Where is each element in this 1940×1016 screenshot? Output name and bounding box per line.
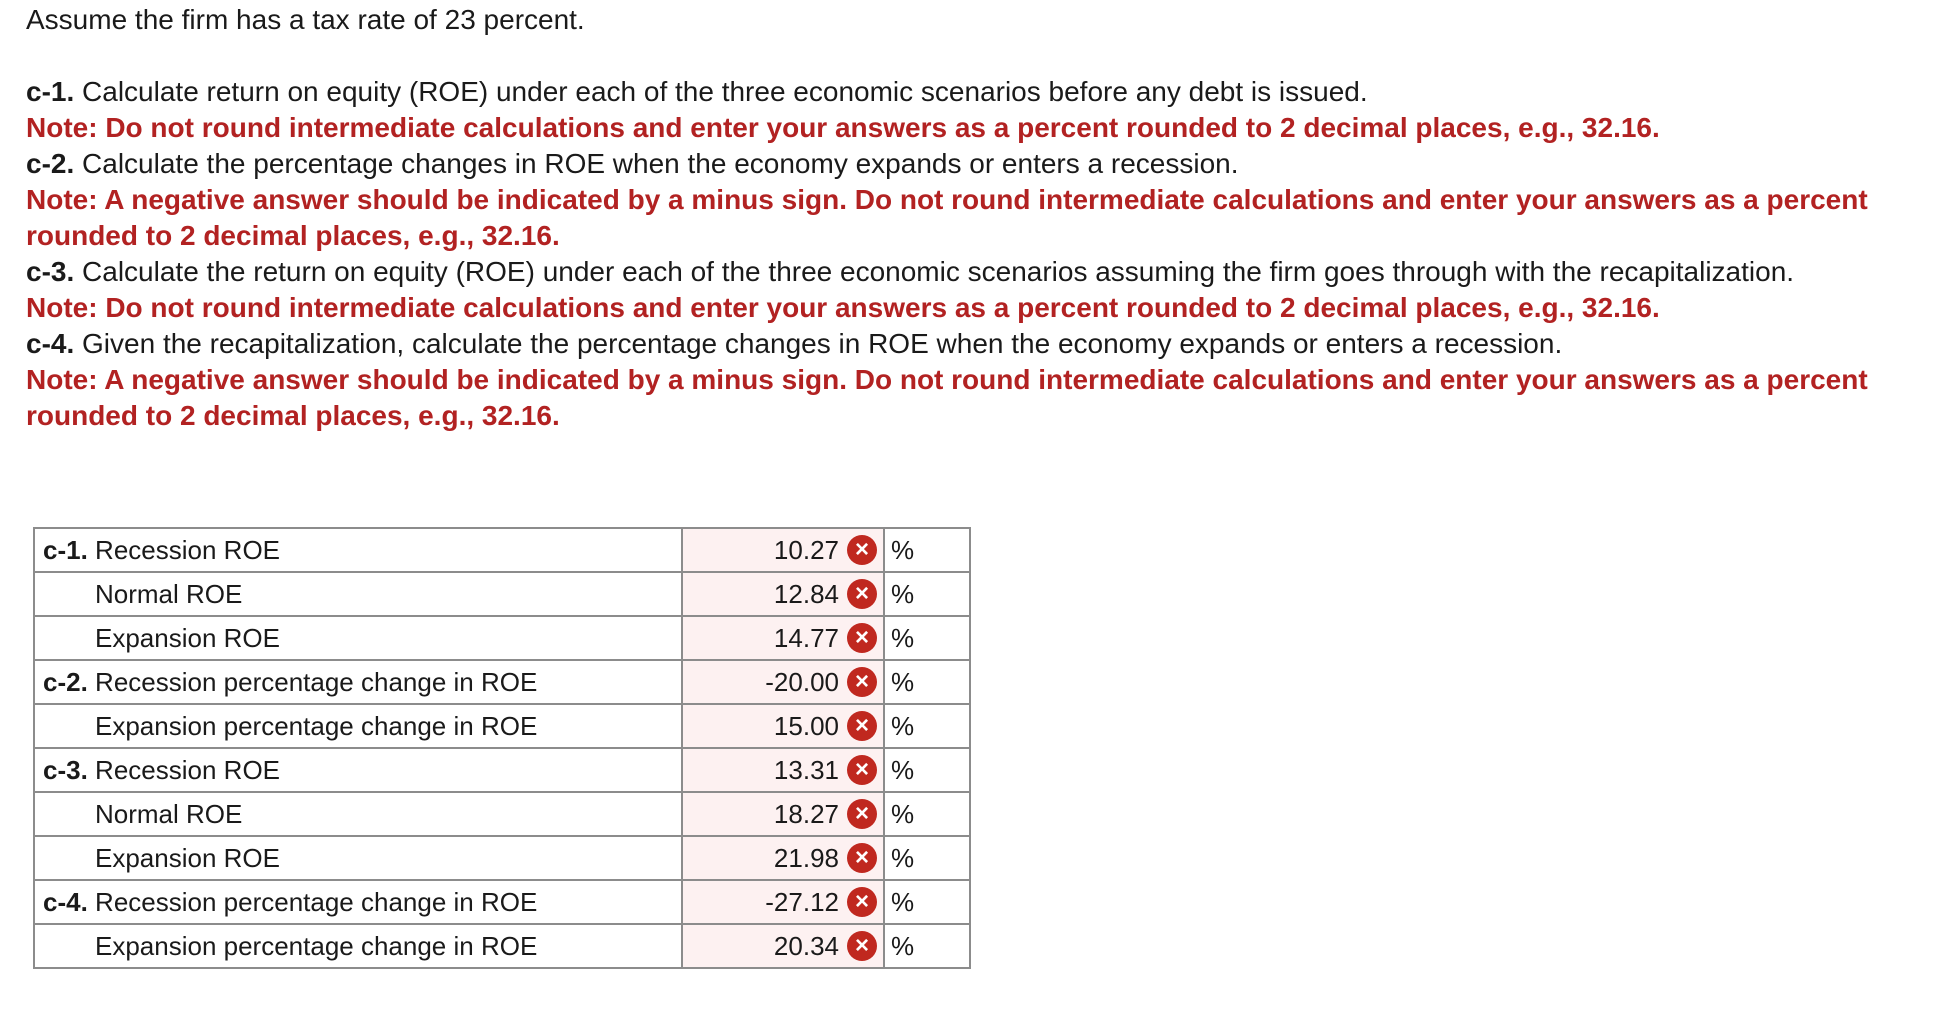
incorrect-x-icon: × — [847, 623, 877, 653]
row-label-text: Recession ROE — [95, 534, 281, 565]
instruction-note: Note: A negative answer should be indicated by a minus sign. Do not round intermediate calculations and enter your answers as a percent rounded to 2 decimal places, e.g., 32.16. — [26, 364, 1868, 431]
answer-value[interactable]: 15.00 — [773, 710, 839, 741]
table-row — [34, 572, 970, 616]
answer-value[interactable]: 21.98 — [773, 842, 839, 873]
unit-label: % — [884, 704, 970, 748]
instruction-tag: c-2. — [26, 148, 75, 179]
instruction-c3 — [26, 254, 1926, 290]
row-label — [34, 660, 682, 704]
incorrect-x-icon: × — [847, 667, 877, 697]
answer-value[interactable]: 10.27 — [773, 534, 839, 565]
answer-value[interactable]: 14.77 — [773, 622, 839, 653]
answer-field[interactable] — [682, 836, 884, 880]
table-row — [34, 792, 970, 836]
incorrect-x-icon: × — [847, 887, 877, 917]
unit-label: % — [884, 616, 970, 660]
answer-field[interactable] — [682, 792, 884, 836]
answer-field[interactable] — [682, 880, 884, 924]
row-label-text: Expansion ROE — [95, 622, 280, 653]
unit-label: % — [884, 924, 970, 968]
table-row — [34, 924, 970, 968]
instruction-note: Note: A negative answer should be indicated by a minus sign. Do not round intermediate calculations and enter your answers as a percent rounded to 2 decimal places, e.g., 32.16. — [26, 184, 1868, 251]
incorrect-x-icon: × — [847, 711, 877, 741]
answer-value[interactable]: 12.84 — [773, 578, 839, 609]
incorrect-x-icon: × — [847, 579, 877, 609]
unit-label: % — [884, 836, 970, 880]
instruction-c4 — [26, 326, 1926, 362]
row-label-text: Recession percentage change in ROE — [95, 666, 538, 697]
answer-field[interactable] — [682, 748, 884, 792]
row-label-text: Recession ROE — [95, 754, 281, 785]
instruction-note: Note: Do not round intermediate calculations and enter your answers as a percent rounded to 2 decimal places, e.g., 32.16. — [26, 112, 1660, 143]
row-label — [34, 528, 682, 572]
table-row — [34, 660, 970, 704]
instruction-tag: c-1. — [26, 76, 75, 107]
row-label-text: Expansion percentage change in ROE — [95, 710, 538, 741]
instruction-tag: c-4. — [26, 328, 75, 359]
row-label — [34, 792, 682, 836]
answer-field[interactable] — [682, 616, 884, 660]
instruction-text: Calculate the return on equity (ROE) under each of the three economic scenarios assuming the firm goes through with the recapitalization. — [74, 256, 1795, 287]
unit-label: % — [884, 572, 970, 616]
incorrect-x-icon: × — [847, 755, 877, 785]
answer-value[interactable]: -27.12 — [765, 886, 839, 917]
row-label — [34, 880, 682, 924]
row-label-text: Expansion ROE — [95, 842, 280, 873]
table-row — [34, 748, 970, 792]
row-label — [34, 616, 682, 660]
incorrect-x-icon: × — [847, 799, 877, 829]
unit-label: % — [884, 748, 970, 792]
table-row — [34, 836, 970, 880]
row-tag: c-2. — [43, 666, 88, 697]
unit-label: % — [884, 660, 970, 704]
instruction-note: Note: Do not round intermediate calculations and enter your answers as a percent rounded to 2 decimal places, e.g., 32.16. — [26, 292, 1660, 323]
answer-field[interactable] — [682, 660, 884, 704]
answer-field[interactable] — [682, 924, 884, 968]
answer-table — [33, 527, 971, 969]
answer-value[interactable]: 18.27 — [773, 798, 839, 829]
answer-field[interactable] — [682, 572, 884, 616]
instruction-tag: c-3. — [26, 256, 75, 287]
unit-label: % — [884, 528, 970, 572]
answer-value[interactable]: -20.00 — [765, 666, 839, 697]
row-label — [34, 572, 682, 616]
table-row — [34, 704, 970, 748]
instruction-c1 — [26, 74, 1926, 110]
row-label-text: Expansion percentage change in ROE — [95, 930, 538, 961]
answer-value[interactable]: 13.31 — [773, 754, 839, 785]
instruction-c2 — [26, 146, 1926, 182]
table-row — [34, 616, 970, 660]
row-label — [34, 748, 682, 792]
row-label-text: Recession percentage change in ROE — [95, 886, 538, 917]
row-label — [34, 836, 682, 880]
instruction-text: Calculate return on equity (ROE) under each of the three economic scenarios before any debt is issued. — [74, 76, 1368, 107]
instruction-text: Calculate the percentage changes in ROE when the economy expands or enters a recession. — [74, 148, 1239, 179]
table-row — [34, 528, 970, 572]
row-label — [34, 924, 682, 968]
question-document — [26, 0, 1926, 434]
row-tag: c-1. — [43, 534, 88, 565]
row-label-text: Normal ROE — [95, 578, 243, 609]
row-label — [34, 704, 682, 748]
unit-label: % — [884, 880, 970, 924]
answer-field[interactable] — [682, 528, 884, 572]
incorrect-x-icon: × — [847, 535, 877, 565]
answer-field[interactable] — [682, 704, 884, 748]
row-label-text: Normal ROE — [95, 798, 243, 829]
instruction-text: Given the recapitalization, calculate the percentage changes in ROE when the economy expands or enters a recession. — [74, 328, 1563, 359]
row-tag: c-3. — [43, 754, 88, 785]
table-row — [34, 880, 970, 924]
question-intro: Assume the firm has a tax rate of 23 percent. — [26, 4, 585, 35]
incorrect-x-icon: × — [847, 843, 877, 873]
instructions — [26, 74, 1926, 434]
unit-label: % — [884, 792, 970, 836]
row-tag: c-4. — [43, 886, 88, 917]
answer-value[interactable]: 20.34 — [773, 930, 839, 961]
incorrect-x-icon: × — [847, 931, 877, 961]
